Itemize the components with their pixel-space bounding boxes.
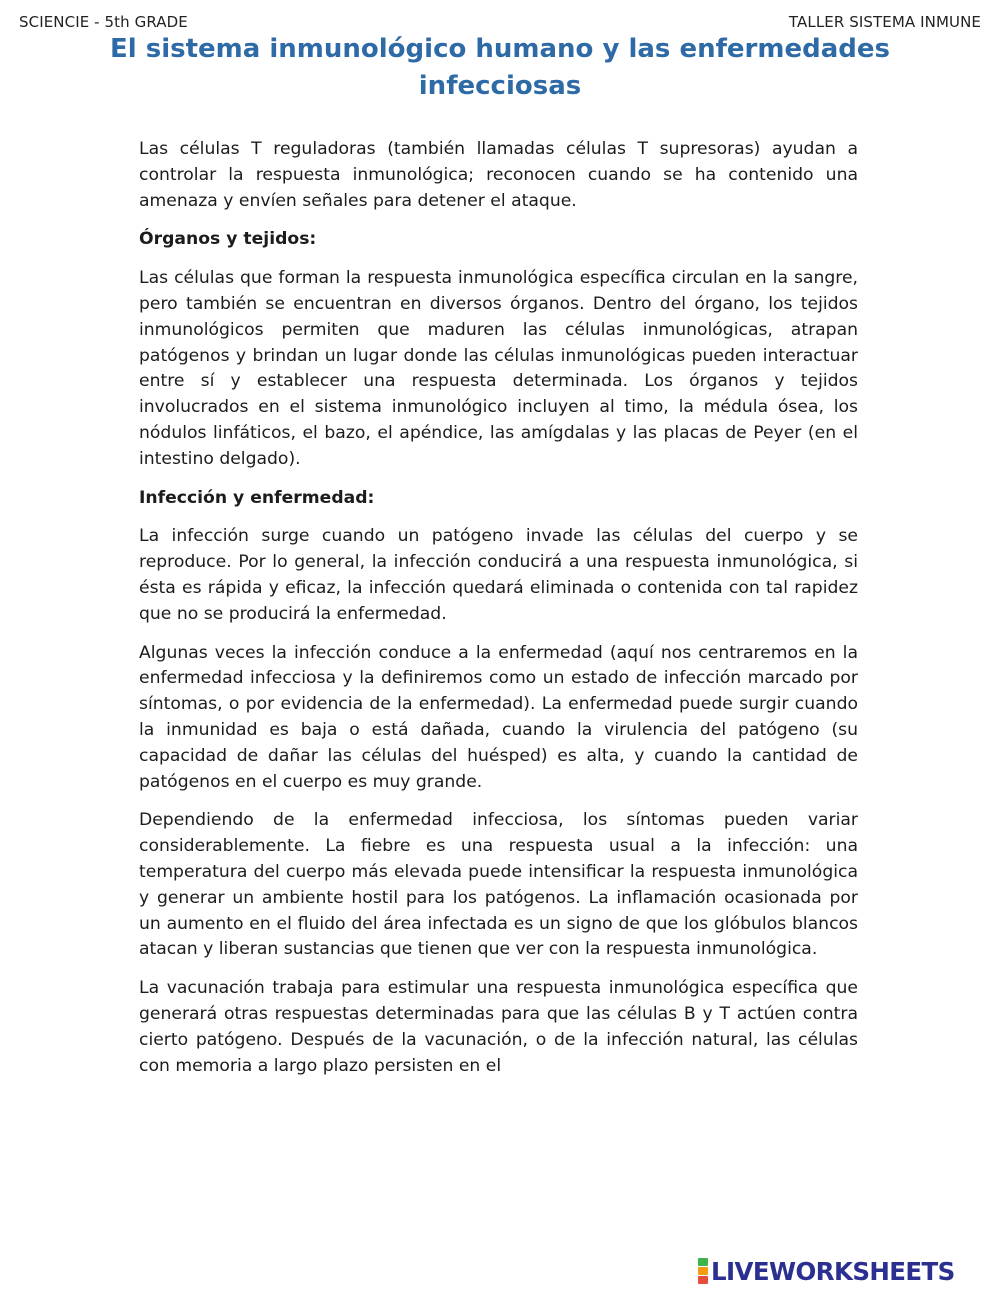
header-course-label: SCIENCIE - 5th GRADE (19, 13, 188, 31)
liveworksheets-logo (698, 1258, 955, 1284)
logo-mark-block-3 (698, 1276, 708, 1284)
paragraph-sintomas: Dependiendo de la enfermedad infecciosa, los síntomas pueden variar considerablemente. La fiebre es una respuesta usual a la infección: una temperatura del cuerpo más elevada puede intensificar la respuesta inmunológica y generar un ambiente hostil para los patógenos. La inflamación ocasionada por un aumento en el fluido del área infectada es un signo de que los glóbulos blancos atacan y liberan sustancias que tienen que ver con la respuesta inmunológica. (139, 810, 858, 960)
heading-infeccion-enfermedad: Infección y enfermedad: (139, 487, 375, 508)
paragraph-enfermedad: Algunas veces la infección conduce a la enfermedad (aquí nos centraremos en la enfermedad infecciosa y la definiremos como un estado de infección marcado por síntomas, o por evidencia de la enfermedad). La enfermedad puede surgir cuando la inmunidad es baja o está dañada, cuando la virulencia del patógeno (su capacidad de dañar las células del huésped) es alta, y cuando la cantidad de patógenos en el cuerpo es muy grande. (139, 642, 858, 792)
paragraph-organos-tejidos: Las células que forman la respuesta inmunológica específica circulan en la sangre, pero también se encuentran en diversos órganos. Dentro del órgano, los tejidos inmunológicos permiten que maduren las células inmunológicas, atrapan patógenos y brindan un lugar donde las células inmunológicas pueden interactuar entre sí y establecer una respuesta determinada. Los órganos y tejidos involucrados en el sistema inmunológico incluyen al timo, la médula ósea, los nódulos linfáticos, el bazo, el apéndice, las amígdalas y las placas de Peyer (en el intestino delgado). (139, 268, 858, 469)
header-worksheet-label: TALLER SISTEMA INMUNE (788, 13, 981, 31)
logo-mark-block-2 (698, 1267, 708, 1275)
logo-mark-icon (698, 1258, 708, 1284)
paragraph-celulas-t-reguladoras: Las células T reguladoras (también llamadas células T supresoras) ayudan a controlar la respuesta inmunológica; reconocen cuando se ha contenido una amenaza y envíen señales para detener el ataque. (139, 139, 858, 211)
page-title-line-2: infecciosas (418, 71, 582, 101)
paragraph-vacunacion: La vacunación trabaja para estimular una respuesta inmunológica específica que generará otras respuestas determinadas para que las células B y T actúen contra cierto patógeno. Después de la vacunación, o de la infección natural, las células con memoria a largo plazo persisten en el (139, 978, 858, 1076)
paragraph-infeccion: La infección surge cuando un patógeno invade las células del cuerpo y se reproduce. Por lo general, la infección conducirá a una respuesta inmunológica, si ésta es rápida y eficaz, la infección quedará eliminada o contenida con tal rapidez que no se producirá la enfermedad. (139, 526, 858, 624)
document-body (139, 137, 858, 1092)
logo-mark-block-1 (698, 1258, 708, 1266)
page-title (60, 31, 940, 105)
page-title-line-1: El sistema inmunológico humano y las enfermedades (110, 34, 890, 64)
heading-organos-tejidos: Órganos y tejidos: (139, 229, 317, 250)
logo-text: LIVEWORKSHEETS (711, 1256, 955, 1286)
